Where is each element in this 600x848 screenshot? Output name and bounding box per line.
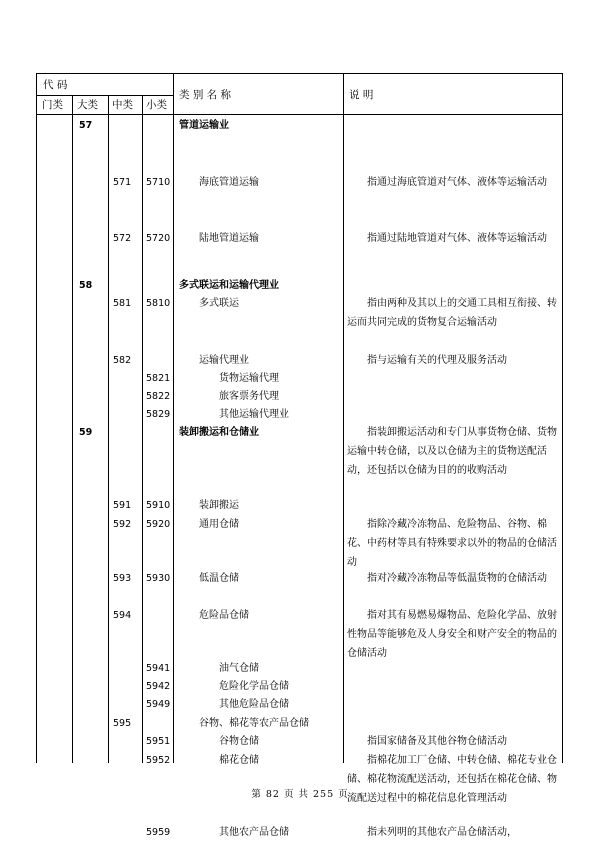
category-name: 装卸搬运和仓储业 (179, 427, 259, 438)
code-xiaolei: 5710 (146, 177, 171, 188)
category-description: 指通过海底管道对气体、液体等运输活动 (367, 177, 547, 188)
code-zhonglei: 592 (113, 519, 132, 530)
code-zhonglei: 582 (113, 355, 132, 366)
code-xiaolei: 5951 (146, 736, 171, 747)
code-xiaolei: 5959 (146, 827, 171, 838)
code-xiaolei: 5949 (146, 699, 171, 710)
category-name: 货物运输代理 (219, 373, 279, 384)
code-xiaolei: 5941 (146, 663, 171, 674)
category-description: 指由两种及其以上的交通工具相互衔接、转运而共同完成的货物复合运输活动 (347, 298, 557, 328)
code-zhonglei: 595 (113, 718, 132, 729)
category-name: 管道运输业 (179, 120, 229, 131)
code-dalei: 58 (79, 280, 93, 291)
divider (343, 74, 344, 763)
category-description: 指对其有易燃易爆物品、危险化学品、放射性物品等能够危及人身安全和财产安全的物品的仓储活动 (347, 610, 557, 659)
category-name: 其他危险品仓储 (219, 699, 289, 710)
code-xiaolei: 5810 (146, 298, 171, 309)
category-name: 多式联运 (199, 298, 239, 309)
code-zhonglei: 571 (113, 177, 132, 188)
code-zhonglei: 572 (113, 233, 132, 244)
code-xiaolei: 5930 (146, 573, 171, 584)
category-name: 其他运输代理业 (219, 409, 289, 420)
col-header-xiaolei: 小类 (146, 99, 167, 111)
code-xiaolei: 5942 (146, 681, 171, 692)
code-zhonglei: 591 (113, 500, 132, 511)
category-name: 棉花仓储 (219, 755, 259, 766)
category-name: 危险品仓储 (199, 610, 249, 621)
code-header: 代 码 (43, 79, 68, 91)
category-name: 多式联运和运输代理业 (179, 280, 279, 291)
desc-header: 说 明 (349, 89, 374, 101)
code-zhonglei: 593 (113, 573, 132, 584)
code-zhonglei: 594 (113, 610, 132, 621)
category-name: 谷物仓储 (219, 736, 259, 747)
category-name: 运输代理业 (199, 355, 249, 366)
code-dalei: 57 (79, 120, 93, 131)
category-name: 低温仓储 (199, 573, 239, 584)
code-xiaolei: 5720 (146, 233, 171, 244)
category-description: 指未列明的其他农产品仓储活动， (367, 827, 517, 838)
category-description: 指棉花加工厂仓储、中转仓储、棉花专业仓储、棉花物流配送活动，还包括在棉花仓储、物流配送过程中的棉花信息化管理活动 (347, 755, 557, 804)
code-xiaolei: 5822 (146, 391, 171, 402)
divider (142, 96, 143, 763)
category-description: 指对冷藏冷冻物品等低温货物的仓储活动 (367, 573, 547, 584)
code-zhonglei: 581 (113, 298, 132, 309)
category-name: 陆地管道运输 (199, 233, 259, 244)
divider (72, 96, 73, 763)
col-header-menlei: 门类 (42, 99, 63, 111)
category-name: 谷物、棉花等农产品仓储 (199, 718, 309, 729)
category-description: 指与运输有关的代理及服务活动 (367, 355, 507, 366)
code-xiaolei: 5920 (146, 519, 171, 530)
category-name: 装卸搬运 (199, 500, 239, 511)
category-description: 指国家储备及其他谷物仓储活动 (367, 736, 507, 747)
category-description: 指除冷藏冷冻物品、危险物品、谷物、棉花、中药材等具有特殊要求以外的物品的仓储活动 (347, 519, 557, 568)
divider (37, 95, 173, 96)
page-footer: 第 82 页 共 255 页 (251, 789, 349, 800)
col-header-zhonglei: 中类 (112, 99, 133, 111)
code-xiaolei: 5829 (146, 409, 171, 420)
category-name: 油气仓储 (219, 663, 259, 674)
divider (108, 96, 109, 763)
category-description: 指装卸搬运活动和专门从事货物仓储、货物运输中转仓储，以及以仓储为主的货物送配活动，还包括以仓储为目的的收购活动 (347, 427, 557, 476)
category-description: 指通过陆地管道对气体、液体等运输活动 (367, 233, 547, 244)
divider (173, 74, 174, 763)
category-name: 危险化学品仓储 (219, 681, 289, 692)
category-name: 通用仓储 (199, 519, 239, 530)
category-name: 其他农产品仓储 (219, 827, 289, 838)
category-name: 海底管道运输 (199, 177, 259, 188)
code-dalei: 59 (79, 427, 93, 438)
category-name: 旅客票务代理 (219, 391, 279, 402)
name-header: 类 别 名 称 (179, 89, 232, 101)
divider (37, 114, 562, 115)
code-xiaolei: 5821 (146, 373, 171, 384)
code-xiaolei: 5910 (146, 500, 171, 511)
code-xiaolei: 5952 (146, 755, 171, 766)
col-header-dalei: 大类 (77, 99, 98, 111)
